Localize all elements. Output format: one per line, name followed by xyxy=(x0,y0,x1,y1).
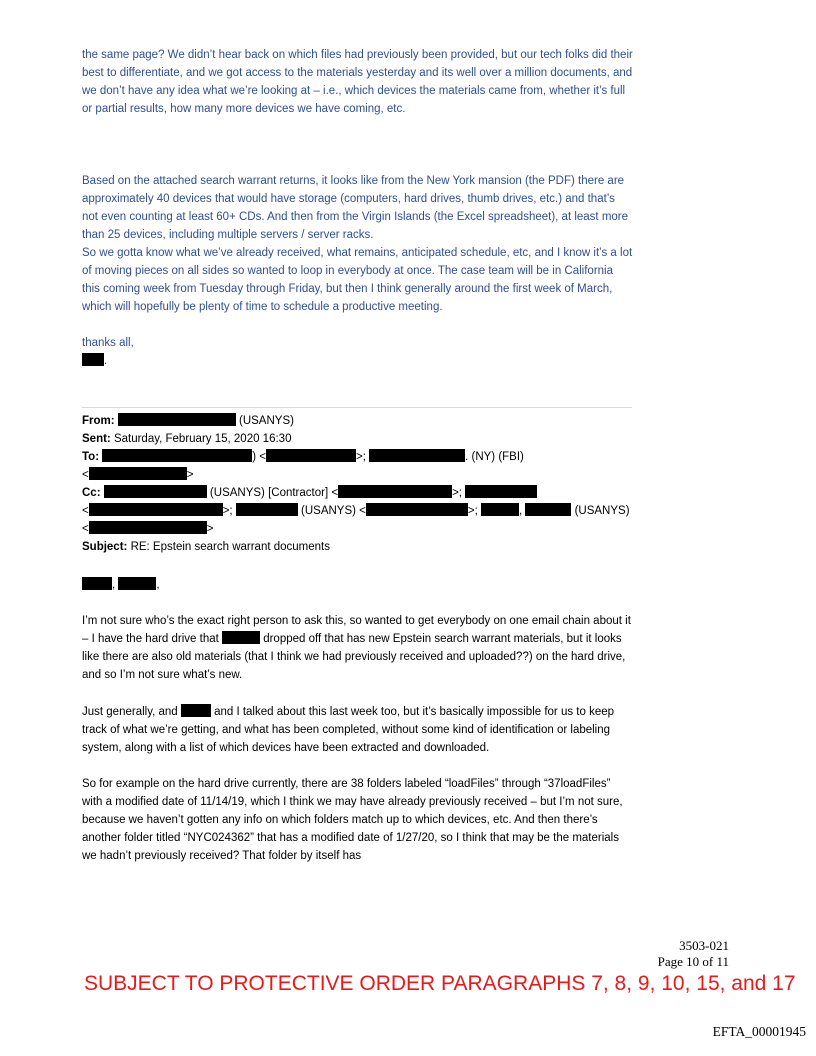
original-paragraph-3: So for example on the hard drive currently, there are 38 folders labeled “loadFiles” through “37loadFiles” with a modified date of 11/14/19, which I think we may have already previously received – but I’m not sure, because we haven’t gotten any info on which folders match up to which devices, etc. And then there’s another folder titled “NYC024362” that has a modified date of 1/27/20, so I think that may be the materials we hadn’t previously received? That folder by itself has xyxy=(82,778,623,862)
header-to-cont: < > xyxy=(82,469,194,481)
redaction-box xyxy=(118,577,156,590)
bates-number: EFTA_00001945 xyxy=(712,1024,806,1039)
redaction-box xyxy=(181,704,211,717)
redaction-box xyxy=(525,503,571,516)
protective-order-banner: SUBJECT TO PROTECTIVE ORDER PARAGRAPHS 7, 8, 9, 10, 15, and 17 xyxy=(84,972,796,995)
redaction-box xyxy=(369,449,465,462)
redaction-box xyxy=(338,485,452,498)
header-subject: Subject: RE: Epstein search warrant documents xyxy=(82,541,330,553)
header-from: From: (USANYS) xyxy=(82,415,294,427)
header-sent: Sent: Saturday, February 15, 2020 16:30 xyxy=(82,433,292,445)
header-separator xyxy=(82,407,632,408)
reply-signature: . xyxy=(82,352,634,370)
redaction-box xyxy=(118,413,236,426)
page-number: Page 10 of 11 xyxy=(657,954,729,969)
original-greeting: , , xyxy=(82,576,634,594)
redaction-box xyxy=(82,353,104,366)
redaction-box xyxy=(465,485,537,498)
reply-paragraph-1: the same page? We didn’t hear back on which files had previously been provided, but our tech folks did their best to differentiate, and we got access to the materials yesterday and its well over a million documents, and we don’t have any idea what we’re looking at – i.e., which devices the materials came from, whether it’s full or partial results, how many more devices we have coming, etc. xyxy=(82,49,633,115)
page-footer xyxy=(658,938,729,970)
redaction-box xyxy=(102,449,252,462)
reply-paragraph-2: Based on the attached search warrant returns, it looks like from the New York mansion (the PDF) there are approximately 40 devices that would have storage (computers, hard drives, thumb drives, etc.) and that’s not even counting at least 60+ CDs. And then from the Virgin Islands (the Excel spreadsheet), at least more than 25 devices, including multiple servers / server racks. xyxy=(82,175,629,241)
header-cc-cont: < >; (USANYS) < >; , (USANYS) xyxy=(82,505,630,517)
redaction-box xyxy=(89,503,223,516)
header-cc: Cc: (USANYS) [Contractor] < >; xyxy=(82,484,642,502)
original-paragraph-2: Just generally, and and I talked about this last week too, but it’s basically impossible for us to keep track of what we’re getting, and what has been completed, without some kind of identification or labeling system, along with a list of which devices have been extracted and downloaded. xyxy=(82,706,615,754)
original-paragraph-1: I’m not sure who’s the exact right person to ask this, so wanted to get everybody on one email chain about it – I have the hard drive that dropped off that has new Epstein search warrant materials, but it looks like there are also old materials (that I think we had previously received and uploaded??) on the hard drive, and so I’m not sure what’s new. xyxy=(82,615,631,681)
redaction-box xyxy=(104,485,207,498)
redaction-box xyxy=(89,467,187,480)
header-to: To: ) < >; . (NY) (FBI) xyxy=(82,451,524,463)
redaction-box xyxy=(481,503,519,516)
redaction-box xyxy=(89,521,207,534)
redaction-box xyxy=(82,577,112,590)
redaction-box xyxy=(222,631,260,644)
header-cc-cont-2: < > xyxy=(82,523,214,535)
redaction-box xyxy=(236,503,298,516)
doc-number: 3503-021 xyxy=(679,938,729,953)
redaction-box xyxy=(366,503,468,516)
redaction-box xyxy=(266,449,356,462)
reply-paragraph-3: So we gotta know what we’ve already received, what remains, anticipated schedule, etc, and I know it’s a lot of moving pieces on all sides so wanted to loop in everybody at once. The case team will be in California this coming week from Tuesday through Friday, but then I think generally around the first week of March, which will hopefully be plenty of time to schedule a productive meeting. xyxy=(82,247,633,313)
reply-signoff: thanks all, xyxy=(82,337,134,349)
